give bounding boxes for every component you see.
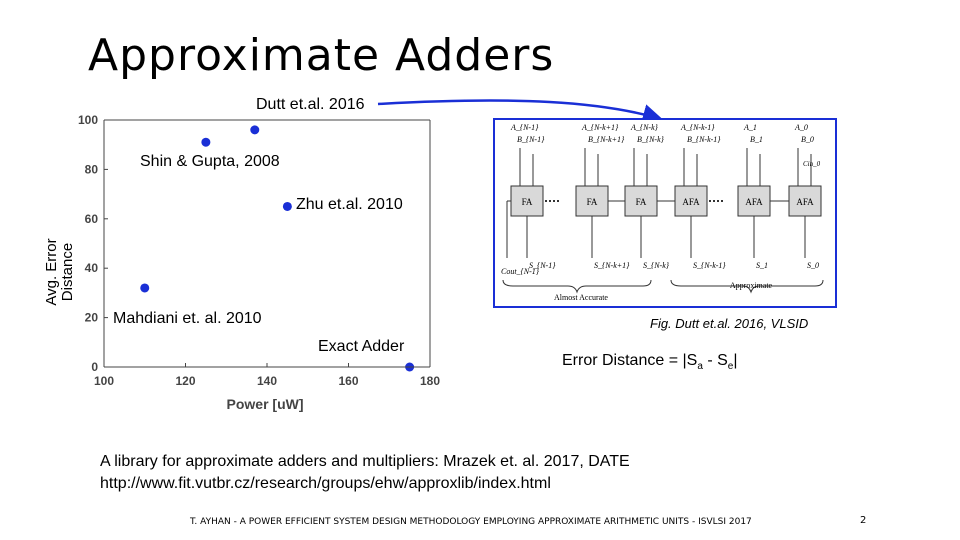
cout-label: Cout_{N-1} <box>501 267 539 276</box>
input-label-b: B_{N-k} <box>637 135 664 144</box>
error-distance-middle: - S <box>702 352 728 369</box>
input-label-a: A_{N-k+1} <box>582 123 619 132</box>
output-label: S_{N-k+1} <box>594 261 630 270</box>
group-label-almost-accurate: Almost Accurate <box>554 293 608 302</box>
input-label-b: B_0 <box>801 135 814 144</box>
x-tick-label: 100 <box>93 374 115 388</box>
figure-caption: Fig. Dutt et.al. 2016, VLSID <box>650 316 809 331</box>
point-label-shin: Shin & Gupta, 2008 <box>140 153 280 170</box>
output-label: S_0 <box>807 261 819 270</box>
slide-title: Approximate Adders <box>88 30 555 81</box>
adder-block-label: FA <box>521 197 533 207</box>
library-reference: A library for approximate adders and multipliers: Mrazek et. al. 2017, DATE <box>100 453 630 470</box>
point-label-mahdiani: Mahdiani et. al. 2010 <box>113 310 262 327</box>
point-label-exact: Exact Adder <box>318 338 405 355</box>
y-tick-label: 100 <box>77 113 98 127</box>
error-distance-suffix: | <box>733 352 738 369</box>
output-label: S_1 <box>756 261 768 270</box>
input-label-a: A_{N-1} <box>511 123 539 132</box>
y-axis-label-line-1: Avg. Error <box>43 238 60 306</box>
input-label-b: B_{N-1} <box>517 135 545 144</box>
figure-border <box>494 119 836 307</box>
x-tick-label: 160 <box>338 374 359 388</box>
page-number: 2 <box>860 515 867 526</box>
x-tick-label: 180 <box>419 374 441 388</box>
output-label: S_{N-k} <box>643 261 669 270</box>
y-tick-label: 20 <box>84 310 98 325</box>
input-label-b: B_{N-k+1} <box>588 135 625 144</box>
y-tick-label: 0 <box>91 360 98 374</box>
x-tick-label: 120 <box>175 374 196 388</box>
library-url: http://www.fit.vutbr.cz/research/groups/ehw/approxlib/index.html <box>100 475 551 492</box>
output-label: S_{N-k-1} <box>693 261 726 270</box>
adder-block-label: FA <box>635 197 647 207</box>
point-label-zhu: Zhu et.al. 2010 <box>296 196 403 213</box>
y-tick-label: 40 <box>84 261 98 276</box>
input-label-b: B_1 <box>750 135 763 144</box>
point-label-dutt: Dutt et.al. 2016 <box>256 96 365 113</box>
input-label-a: A_{N-k} <box>631 123 658 132</box>
input-label-a: A_1 <box>744 123 757 132</box>
error-distance-sub-a: a <box>697 361 703 373</box>
carry-in-label: Cin_0 <box>803 160 821 168</box>
slide-footer: T. AYHAN - A POWER EFFICIENT SYSTEM DESIGN METHODOLOGY EMPLOYING APPROXIMATE ARITHMETIC UNITS - ISVLSI 2017 <box>190 517 752 527</box>
adder-block-label: AFA <box>745 197 763 207</box>
output-label: S_{N-1} <box>529 261 556 270</box>
adder-circuit-figure <box>493 118 837 308</box>
y-axis-label-line-2: Distance <box>59 242 76 302</box>
adder-block-label: AFA <box>682 197 700 207</box>
input-label-b: B_{N-k-1} <box>687 135 721 144</box>
error-distance-prefix: Error Distance = |S <box>562 352 698 369</box>
group-label-approximate: Approximate <box>729 281 773 290</box>
input-label-a: A_{N-k-1} <box>681 123 715 132</box>
x-tick-label: 140 <box>256 374 278 388</box>
error-distance-sub-e: e <box>727 361 734 373</box>
adder-block-label: AFA <box>796 197 814 207</box>
adder-block-label: FA <box>586 197 598 207</box>
error-distance-formula <box>562 352 737 372</box>
y-tick-label: 60 <box>84 211 98 226</box>
input-label-a: A_0 <box>795 123 808 132</box>
x-axis-label: Power [uW] <box>226 396 304 412</box>
y-tick-label: 80 <box>84 162 98 177</box>
